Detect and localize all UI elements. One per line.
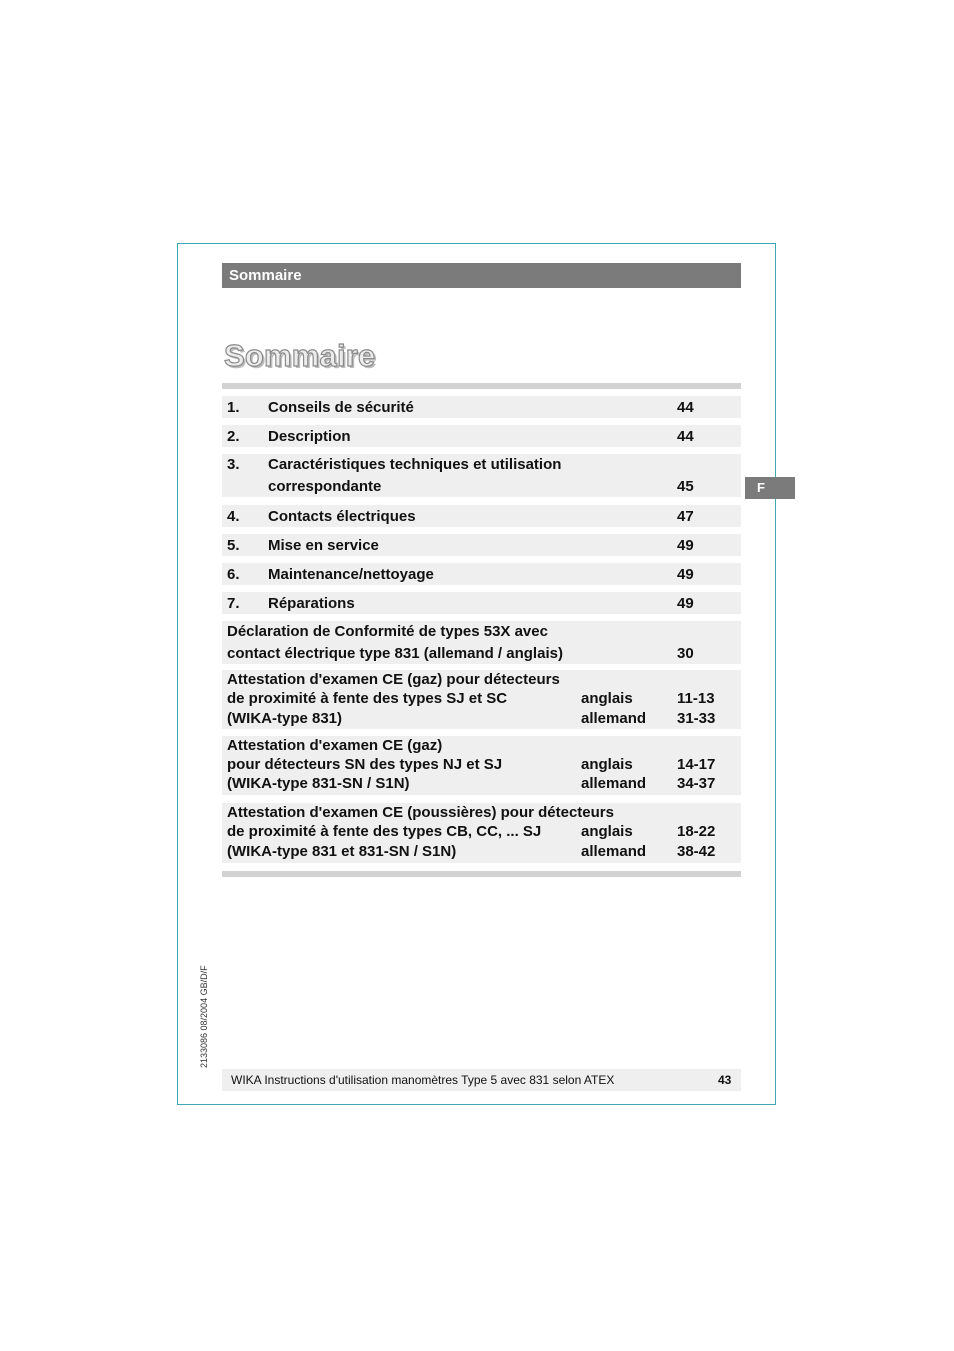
attestation-line3: (WIKA-type 831 et 831-SN / S1N) [227, 843, 457, 860]
toc-attestation-1[interactable] [222, 670, 741, 729]
attestation-pages2: 38-42 [677, 843, 716, 860]
attestation-line2: de proximité à fente des types CB, CC, ... SJ [227, 823, 542, 840]
toc-attestation-2[interactable] [222, 736, 741, 795]
attestation-line2: pour détecteurs SN des types NJ et SJ [227, 756, 503, 773]
toc-item-6[interactable] [222, 563, 741, 585]
bottom-divider [222, 871, 741, 877]
declaration-line1: Déclaration de Conformité de types 53X avec [227, 623, 548, 640]
declaration-page: 30 [677, 645, 694, 662]
attestation-lang1: anglais [581, 690, 633, 707]
toc-item-3[interactable] [222, 454, 741, 497]
declaration-line2: contact électrique type 831 (allemand / anglais) [227, 645, 563, 662]
toc-page: 49 [677, 566, 694, 583]
attestation-line1: Attestation d'examen CE (gaz) pour détecteurs [227, 671, 560, 688]
footer-text: WIKA Instructions d'utilisation manomètres Type 5 avec 831 selon ATEX [231, 1073, 615, 1087]
toc-declaration[interactable] [222, 621, 741, 664]
toc-item-2[interactable] [222, 425, 741, 447]
toc-number: 3. [227, 456, 240, 473]
toc-label: Contacts électriques [268, 508, 416, 525]
attestation-lang2: allemand [581, 710, 647, 727]
toc-label: Description [268, 428, 351, 445]
toc-page: 47 [677, 508, 694, 525]
toc-item-1[interactable] [222, 396, 741, 418]
toc-number: 5. [227, 537, 240, 554]
page-footer [222, 1069, 741, 1091]
toc-label: Conseils de sécurité [268, 399, 414, 416]
toc-label: Maintenance/nettoyage [268, 566, 434, 583]
attestation-pages1: 18-22 [677, 823, 716, 840]
toc-label-line2: correspondante [268, 478, 382, 495]
toc-number: 7. [227, 595, 240, 612]
toc-page: 45 [677, 478, 694, 495]
footer-page-number: 43 [718, 1073, 732, 1087]
toc-number: 6. [227, 566, 240, 583]
toc-number: 4. [227, 508, 240, 525]
toc-number: 1. [227, 399, 240, 416]
attestation-line3: (WIKA-type 831-SN / S1N) [227, 775, 410, 792]
top-divider [222, 383, 741, 389]
section-header-bar: Sommaire [222, 263, 741, 288]
toc-number: 2. [227, 428, 240, 445]
toc-page: 44 [677, 399, 694, 416]
language-tab[interactable]: F [745, 477, 795, 499]
toc-label-line1: Caractéristiques techniques et utilisation [268, 456, 562, 473]
attestation-lang1: anglais [581, 756, 633, 773]
attestation-pages2: 34-37 [677, 775, 716, 792]
attestation-line1: Attestation d'examen CE (gaz) [227, 737, 443, 754]
toc-item-5[interactable] [222, 534, 741, 556]
attestation-lang2: allemand [581, 843, 647, 860]
attestation-pages1: 11-13 [677, 690, 715, 707]
toc-page: 49 [677, 595, 694, 612]
attestation-line1: Attestation d'examen CE (poussières) pour détecteurs [227, 804, 614, 821]
attestation-line2: de proximité à fente des types SJ et SC [227, 690, 508, 707]
page-title: Sommaire [224, 338, 376, 373]
attestation-lang1: anglais [581, 823, 633, 840]
toc-label: Réparations [268, 595, 355, 612]
toc-page: 49 [677, 537, 694, 554]
attestation-lang2: allemand [581, 775, 647, 792]
toc-item-4[interactable] [222, 505, 741, 527]
attestation-pages1: 14-17 [677, 756, 716, 773]
toc-label: Mise en service [268, 537, 379, 554]
document-code: 2133086 08/2004 GB/D/F [199, 965, 209, 1068]
toc-item-7[interactable] [222, 592, 741, 614]
toc-page: 44 [677, 428, 694, 445]
toc-attestation-3[interactable] [222, 803, 741, 863]
attestation-line3: (WIKA-type 831) [227, 710, 343, 727]
attestation-pages2: 31-33 [677, 710, 716, 727]
